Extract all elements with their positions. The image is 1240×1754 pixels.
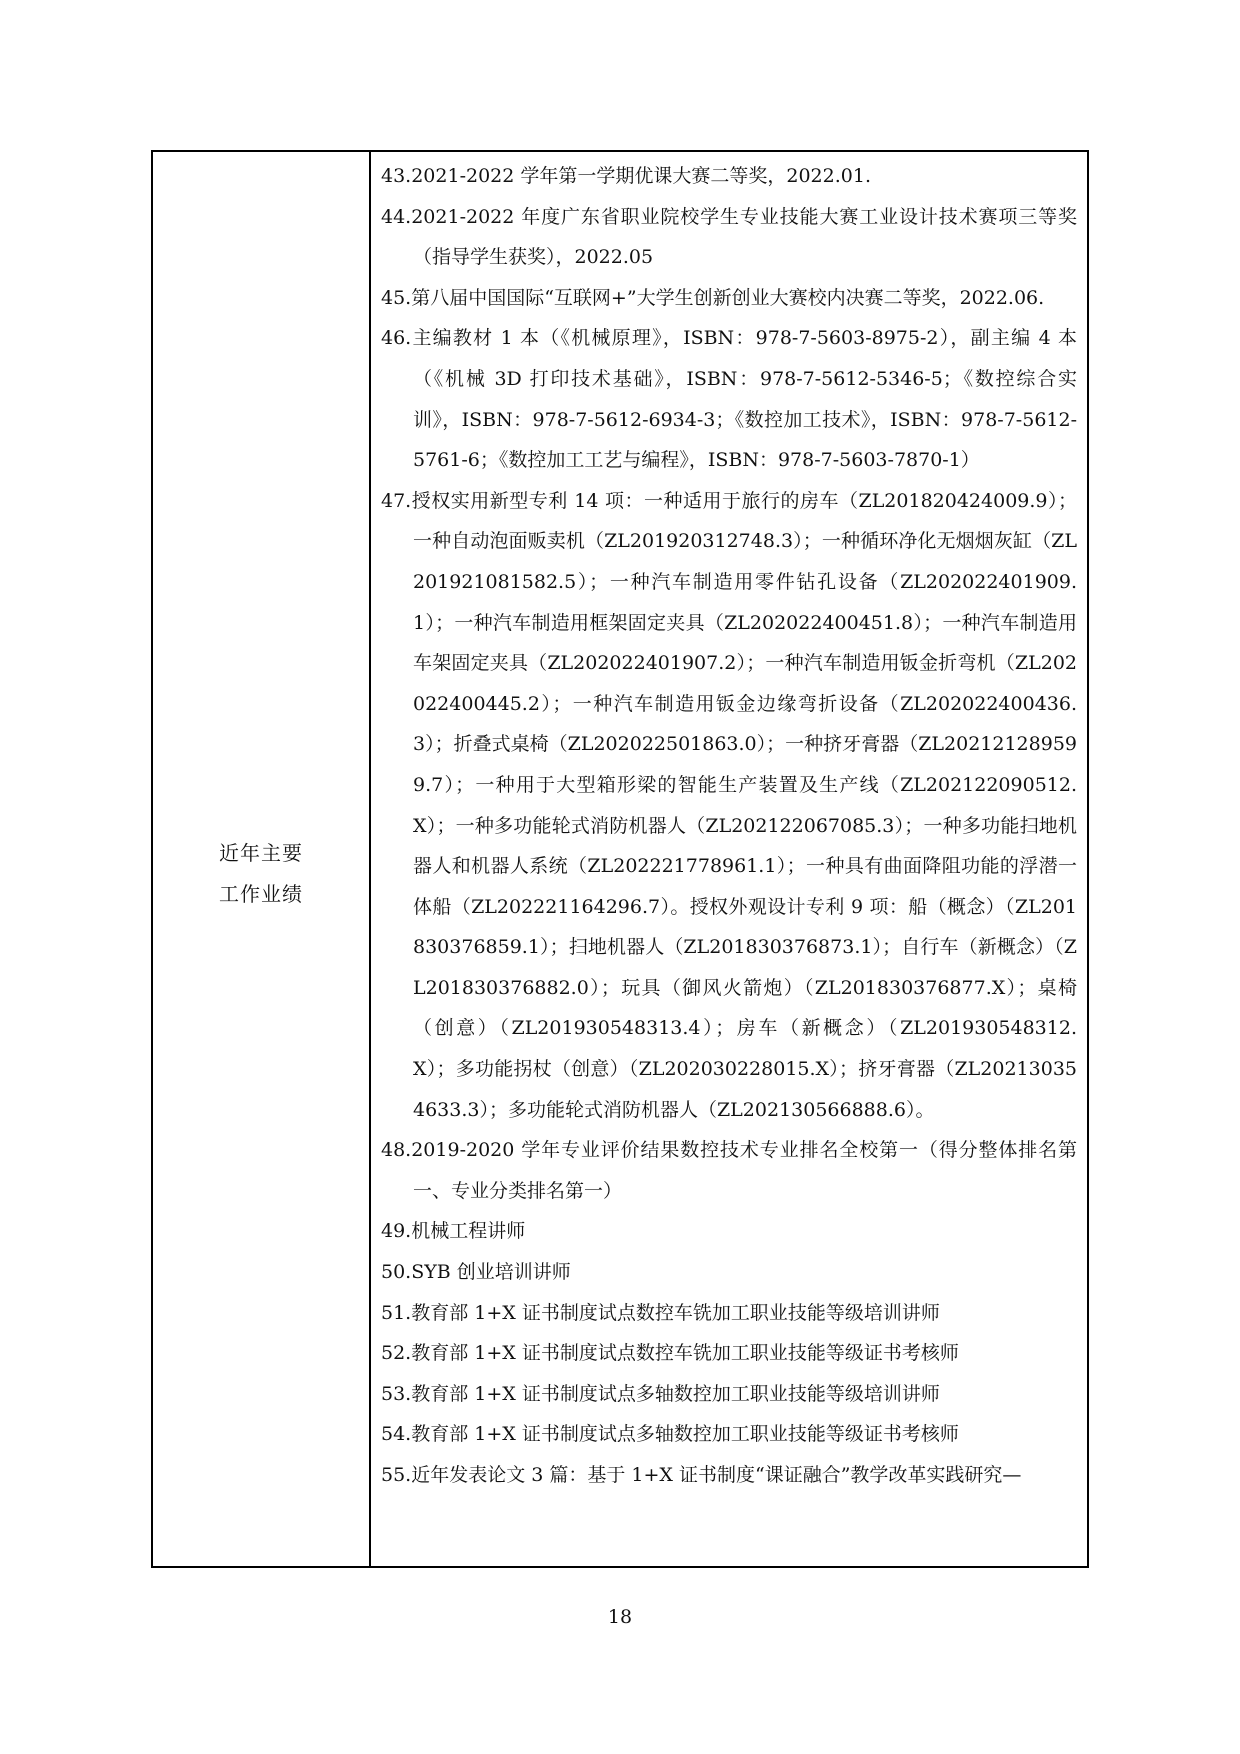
achievement-item-46: 46.主编教材 1 本（《机械原理》，ISBN：978-7-5603-8975-2），副主编 4 本（《机械 3D 打印技术基础》，ISBN：978-7-5612-5346-5；《数控综合实训》，ISBN：978-7-5612-6934-3；《数控加工技术》，ISBN：978-7-5612-5761-6；《数控加工工艺与编程》，ISBN：978-7-5603-7870-1）: [381, 327, 1077, 472]
achievement-item-52: 52.教育部 1+X 证书制度试点数控车铣加工职业技能等级证书考核师: [381, 1342, 959, 1365]
achievement-item-50: 50.SYB 创业培训讲师: [381, 1261, 571, 1284]
achievement-item-45: 45.第八届中国国际“互联网+”大学生创新创业大赛校内决赛二等奖，2022.06.: [381, 286, 1045, 309]
achievement-item-53: 53.教育部 1+X 证书制度试点多轴数控加工职业技能等级培训讲师: [381, 1382, 940, 1405]
achievement-item-51: 51.教育部 1+X 证书制度试点数控车铣加工职业技能等级培训讲师: [381, 1301, 940, 1324]
page-number: 18: [607, 1606, 633, 1628]
achievements-table: [151, 150, 1089, 1568]
achievement-item-44: 44.2021-2022 年度广东省职业院校学生专业技能大赛工业设计技术赛项三等奖（指导学生获奖），2022.05: [381, 205, 1077, 269]
achievement-list: [371, 152, 1087, 1566]
achievement-item-49: 49.机械工程讲师: [381, 1220, 526, 1243]
achievement-item-54: 54.教育部 1+X 证书制度试点多轴数控加工职业技能等级证书考核师: [381, 1423, 959, 1446]
achievement-item-48: 48.2019-2020 学年专业评价结果数控技术专业排名全校第一（得分整体排名第一、专业分类排名第一）: [381, 1139, 1077, 1202]
row-label-line1: 近年主要: [219, 841, 303, 865]
achievement-item-55: 55.近年发表论文 3 篇：基于 1+X 证书制度“课证融合”教学改革实践研究—: [381, 1464, 1022, 1486]
row-label-line2: 工作业绩: [219, 882, 303, 906]
achievement-item-43: 43.2021-2022 学年第一学期优课大赛二等奖，2022.01.: [381, 165, 871, 187]
achievement-item-47: 47.授权实用新型专利 14 项：一种适用于旅行的房车（ZL201820424009.9）；一种自动泡面贩卖机（ZL201920312748.3）；一种循环净化无烟烟灰缸（ZL201921081582.5）；一种汽车制造用零件钻孔设备（ZL202022401909.1）；一种汽车制造用框架固定夹具（ZL202022400451.8）；一种汽车制造用车架固定夹具（ZL202022401907.2）；一种汽车制造用钣金折弯机（ZL202022400445.2）；一种汽车制造用钣金边缘弯折设备（ZL202022400436.3）；折叠式桌椅（ZL202022501863.0）；一种挤牙膏器（ZL202121289599.7）；一种用于大型箱形梁的智能生产装置及生产线（ZL202122090512.X）；一种多功能轮式消防机器人（ZL202122067085.3）；一种多功能扫地机器人和机器人系统（ZL202221778961.1）；一种具有曲面降阻功能的浮潜一体船（ZL202221164296.7）。授权外观设计专利 9 项：船（概念）（ZL201830376859.1）；扫地机器人（ZL201830376873.1）；自行车（新概念）（ZL201830376882.0）；玩具（御风火箭炮）（ZL201830376877.X）；桌椅（创意）（ZL201930548313.4）；房车（新概念）（ZL201930548312.X）；多功能拐杖（创意）（ZL202030228015.X）；挤牙膏器（ZL202130354633.3）；多功能轮式消防机器人（ZL202130566888.6）。: [381, 489, 1077, 1121]
row-label-cell: [153, 152, 371, 1566]
